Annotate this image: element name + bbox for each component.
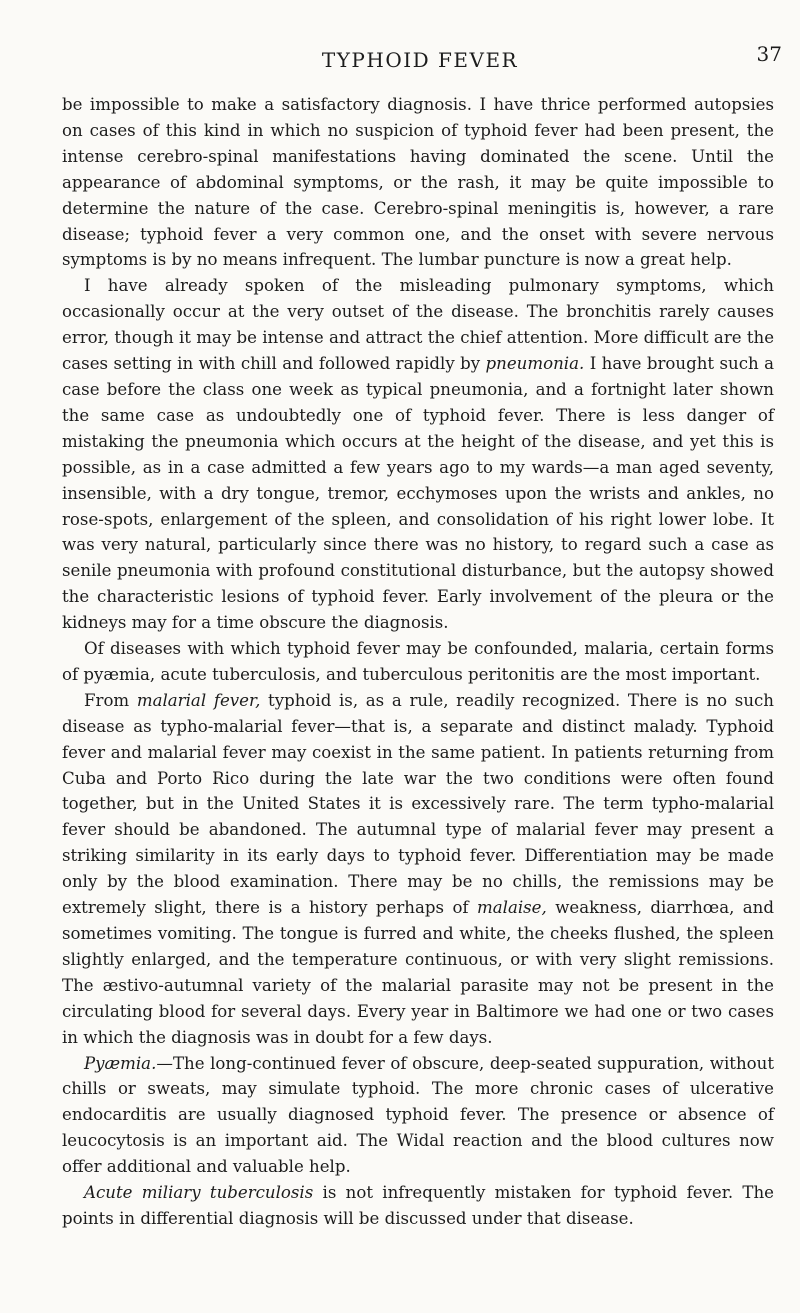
italic-term-acute-miliary-tuberculosis: Acute miliary tuberculosis [84,1183,314,1203]
paragraph-confounded-diseases [62,636,774,688]
paragraph-text: Of diseases with which typhoid fever may be confounded, malaria, certain forms of pyæmia, acute tuberculosis, and tuberculous peritonitis are the most important. [62,639,774,684]
paragraph-text: typhoid is, as a rule, readily recognized. There is no such disease as typho-malarial fever—that is, a separate and distinct malady. Typhoid fever and malarial fever may coexist in the same patient. In patients returning from Cuba and Porto Rico during the late war the two conditions were often found together, but in the United States it is excessively rare. The term typho-malarial fever should be abandoned. The autumnal type of malarial fever may present a striking similarity in its early days to typhoid fever. Differentiation may be made only by the blood examination. There may be no chills, the remissions may be extremely slight, there is a history perhaps of [62,690,774,918]
page-number: 37 [756,42,782,66]
paragraph-text: is not infrequently mistaken for typhoid fever. The points in differential diagnosis will be discussed under that disease. [62,1183,774,1228]
italic-term-malaise: malaise, [477,898,547,918]
paragraph-text: I have brought such a case before the class one week as typical pneumonia, and a fortnight later shown the same case as undoubtedly one of typhoid fever. There is less danger of mistaking the pneumonia which occurs at the height of the disease, and yet this is possible, as in a case admitted a few years ago to my wards—a man aged seventy, insensible, with a dry tongue, tremor, ecchymoses upon the wrists and ankles, no rose-spots, enlargement of the spleen, and consolidation of his right lower lobe. It was very natural, particularly since there was no history, to regard such a case as senile pneumonia with profound constitutional disturbance, but the autopsy showed the characteristic lesions of typhoid fever. Early involvement of the pleura or the kidneys may for a time obscure the diagnosis. [62,354,774,633]
paragraph-text: weakness, diarrhœa, and sometimes vomiting. The tongue is furred and white, the cheeks flushed, the spleen slightly enlarged, and the temperature continuous, or with very slight remissions. The æstivo-autumnal variety of the malarial parasite may not be present in the circulating blood for several days. Every year in Baltimore we had one or two cases in which the diagnosis was in doubt for a few days. [62,898,774,1047]
paragraph-text: From [84,690,137,710]
page-header [60,42,780,72]
italic-term-malarial-fever: malarial fever, [136,690,261,710]
paragraph-text: —The long-continued fever of obscure, deep-seated suppuration, without chills or sweats, may simulate typhoid. The more chronic cases of ulcerative endocarditis are usually diagnosed typhoid fever. The presence or absence of leucocytosis is an important aid. The Widal reaction and the blood cultures now offer additional and valuable help. [62,1053,774,1177]
paragraph-text: I have already spoken of the misleading pulmonary symptoms, which occasionally occur at the very outset of the disease. The bronchitis rarely causes error, though it may be intense and attract the chief attention. More difficult are the cases setting in with chill and followed rapidly by [62,276,775,374]
paragraph-pulmonary-symptoms [62,273,774,636]
paragraph-pyaemia [62,1051,774,1181]
body-text [62,92,774,1232]
italic-term-pneumonia: pneumonia. [485,354,585,374]
paragraph-miliary-tuberculosis [62,1180,774,1232]
paragraph-continued-diagnosis [62,92,774,273]
paragraph-malarial-fever [62,688,774,1051]
italic-term-pyaemia: Pyæmia. [84,1053,157,1073]
paragraph-text: be impossible to make a satisfactory diagnosis. I have thrice performed autopsies on cases of this kind in which no suspicion of typhoid fever had been present, the intense cerebro-spinal manifestations having dominated the scene. Until the appearance of abdominal symptoms, or the rash, it may be quite impossible to determine the nature of the case. Cerebro-spinal meningitis is, however, a rare disease; typhoid fever a very common one, and the onset with severe nervous symptoms is by no means infrequent. The lumbar puncture is now a great help. [62,95,774,270]
running-title: TYPHOID FEVER [321,48,519,72]
